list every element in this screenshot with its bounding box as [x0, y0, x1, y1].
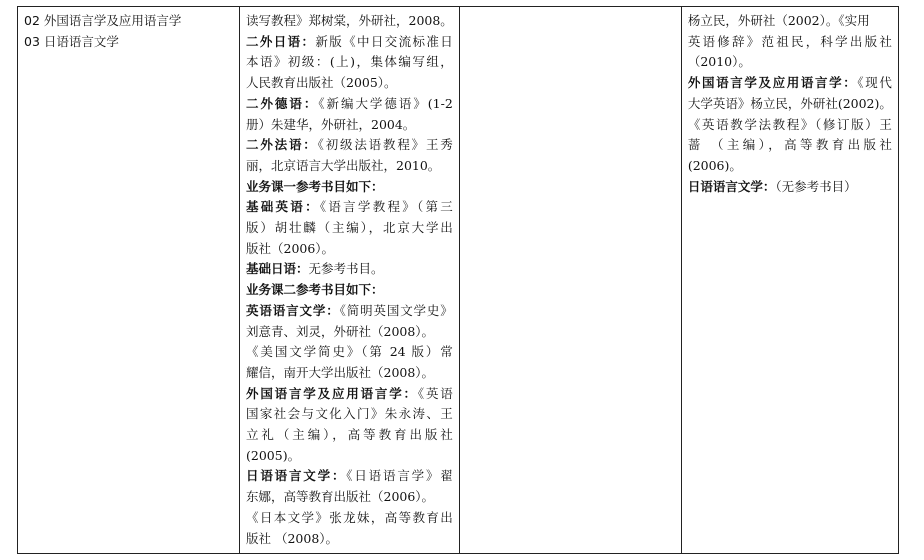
subject-label: 日语语言文学： — [687, 178, 776, 194]
text-line: 《美国文学简史》（第 24 版）常 — [246, 344, 453, 360]
text-line: 册）朱建华，外研社，2004。 — [246, 116, 416, 132]
text-line: 英语修辞》范祖民，科学出版社 — [687, 33, 892, 49]
text-line: 大学英语》杨立民，外研社(2002)。 — [687, 95, 892, 111]
subject-label: 二外德语： — [246, 95, 319, 111]
text-line: 版）胡壮麟（主编），北京大学出 — [246, 220, 453, 236]
text-line: 东娜，高等教育出版社（2006）。 — [246, 489, 435, 505]
empty-cell — [459, 7, 681, 554]
text-line: 版社（2006）。 — [246, 240, 335, 256]
text-line: 基础日语：无参考书目。 — [246, 261, 384, 277]
text-line: 外国语言学及应用语言学：《英语 — [246, 385, 453, 401]
text-line: 刘意青、刘灵，外研社（2008）。 — [246, 323, 435, 339]
text-line: 国家社会与文化入门》朱永涛、王 — [246, 406, 453, 422]
subject-label: 基础日语： — [246, 261, 309, 277]
books-cell — [240, 7, 460, 554]
subject-label: 日语语言文学： — [246, 468, 347, 484]
text-line: （2010）。 — [687, 54, 751, 70]
text-line: 日语语言文学：《日语语言学》翟 — [246, 468, 453, 484]
text-line: (2006)。 — [687, 157, 742, 173]
subject-label: 二外日语： — [246, 33, 316, 49]
text-line: 丽，北京语言大学出版社，2010。 — [246, 157, 441, 173]
text-line: 人民教育出版社（2005）。 — [246, 75, 397, 91]
section-heading: 业务课二参考书目如下： — [246, 282, 384, 298]
section-heading: 业务课一参考书目如下： — [246, 178, 384, 194]
text-line: 《英语教学法教程》（修订版）王 — [687, 116, 892, 132]
text-line: 二外日语：新版《中日交流标准日 — [246, 33, 453, 49]
table-row — [18, 7, 899, 554]
major-cell — [18, 7, 240, 554]
text-line: 读写教程》郑树棠，外研社，2008。 — [246, 13, 453, 28]
subject-label: 外国语言学及应用语言学： — [246, 385, 418, 401]
text-line: 基础英语：《语言学教程》（第三 — [246, 199, 453, 215]
subject-label: 二外法语： — [246, 137, 318, 153]
text-line: 版社 （2008）。 — [246, 530, 339, 546]
text-line: 杨立民，外研社（2002）。《实用 — [687, 13, 870, 28]
text-line: 日语语言文学：（无参考书目） — [687, 178, 857, 194]
text-line: 《日本文学》张龙妹，高等教育出 — [246, 509, 453, 525]
subject-label: 外国语言学及应用语言学： — [687, 75, 858, 91]
reference-table — [17, 6, 899, 554]
text-line: 蔷 （主编），高等教育出版社 — [687, 137, 892, 153]
text-line: 英语语言文学：《简明英国文学史》 — [246, 302, 453, 318]
text-line: 二外法语：《初级法语教程》王秀 — [246, 137, 453, 153]
text-line: 二外德语：《新编大学德语》(1-2 — [246, 95, 453, 111]
text-line: 立礼（主编），高等教育出版社 — [246, 427, 453, 443]
books-cell-continued — [681, 7, 898, 554]
text-line: 本语》初级：(上)，集体编写组， — [246, 54, 453, 70]
subject-label: 英语语言文学： — [246, 302, 340, 318]
major-item: 03 日语语言文学 — [24, 33, 119, 49]
text-line: (2005)。 — [246, 447, 301, 463]
text-line: 耀信，南开大学出版社（2008）。 — [246, 364, 435, 380]
major-item: 02 外国语言学及应用语言学 — [24, 13, 182, 28]
subject-label: 基础英语： — [246, 199, 320, 215]
text-line: 外国语言学及应用语言学：《现代 — [687, 75, 892, 91]
